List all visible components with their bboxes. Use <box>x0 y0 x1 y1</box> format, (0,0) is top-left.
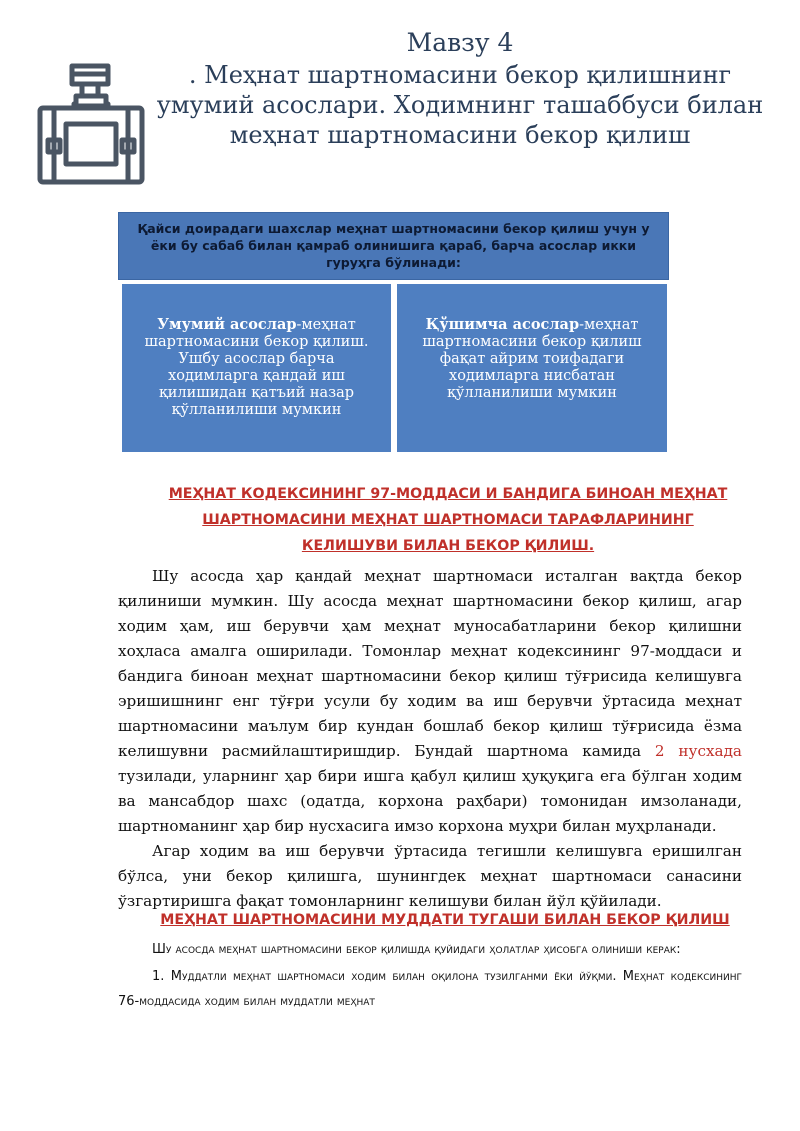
paragraph-agreement-1 <box>118 564 742 839</box>
general-grounds-label: Умумий асослар <box>157 316 297 333</box>
section-heading-term-expiry: МЕҲНАТ ШАРТНОМАСИНИ МУДДАТИ ТУГАШИ БИЛАН БЕКОР ҚИЛИШ <box>160 912 730 928</box>
briefcase-hand-icon <box>36 62 146 186</box>
paragraph-text: Шу асосда ҳар қандай меҳнат шартномаси исталган вақтда бекор қилиниши мумкин. Шу асосда меҳнат шартномасини бекор қилиш, агар ходим ҳам, иш берувчи ҳам меҳнат муносабатларини бекор қилишни хоҳласа амалга оширилади. Томонлар меҳнат кодексининг 97-моддаси и бандига биноан меҳнат шартномасини бекор қилиш тўғрисида келишувга эришишнинг енг тўғри усули бу ходим ва иш берувчи ўртасида меҳнат шартномасини маълум бир кундан бошлаб бекор қилиш тўғрисида ёзма келишувни расмийлаштиришдир. Бундай шартнома камида <box>118 567 742 760</box>
paragraph-term-intro: Шу асосда меҳнат шартномасини бекор қилишда қуйидаги ҳолатлар ҳисобга олиниши керак: <box>152 942 681 957</box>
section-heading-agreement: МЕҲНАТ КОДЕКСИНИНГ 97-МОДДАСИ И БАНДИГА БИНОАН МЕҲНАТ ШАРТНОМАСИНИ МЕҲНАТ ШАРТНОМАСИ ТАРАФЛАРИНИНГ КЕЛИШУВИ БИЛАН БЕКОР ҚИЛИШ. <box>168 486 728 554</box>
copies-highlight: 2 нусхада <box>654 742 742 760</box>
paragraph-text: тузилади, уларнинг ҳар бири ишга қабул қилиш ҳуқуқига ега бўлган ходим ва мансабдор шахс (одатда, корхона раҳбари) томонидан имзоланади, шартноманинг ҳар бир нусхасига имзо корхона муҳри билан муҳрланади. <box>118 767 742 835</box>
classification-diagram <box>118 212 671 454</box>
diagram-header: Қайси доирадаги шахслар меҳнат шартномасини бекор қилиш учун у ёки бу сабаб билан қамраб олинишига қараб, барча асослар икки гуруҳга бўлинади: <box>118 212 669 280</box>
topic-number: Мавзу 4 <box>406 28 514 57</box>
general-grounds-text: -меҳнат шартномасини бекор қилиш. Ушбу асослар барча ходимларга қандай иш қилишидан қатъий назар қўлланилиши мумкин <box>144 317 369 418</box>
section-term-expiry <box>118 907 742 1014</box>
paragraph-agreement-2: Агар ходим ва иш берувчи ўртасида тегишли келишувга еришилган бўлса, уни бекор қилишга, шунингдек меҳнат шартномаси санасини ўзгартиришга фақат томонларнинг келишуви билан йўл қўйилади. <box>118 842 742 910</box>
diagram-box-additional <box>395 282 669 454</box>
section-agreement <box>118 481 742 914</box>
page-title: . Меҳнат шартномасини бекор қилишнинг умумий асослари. Ходимнинг ташаббуси билан меҳнат шартномасини бекор қилиш <box>156 61 764 149</box>
diagram-box-general <box>120 282 393 454</box>
additional-grounds-text: -меҳнат шартномасини бекор қилиш фақат айрим тоифадаги ходимларга нисбатан қўлланилиши мумкин <box>422 317 642 401</box>
list-item-1: 1. Муддатли меҳнат шартномаси ходим билан оқилона тузилганми ёки йўқми. Меҳнат кодексининг 76-моддасида ходим билан муддатли меҳнат <box>118 969 742 1009</box>
page-title-block <box>150 26 770 150</box>
additional-grounds-label: Қўшимча асослар <box>425 316 580 333</box>
